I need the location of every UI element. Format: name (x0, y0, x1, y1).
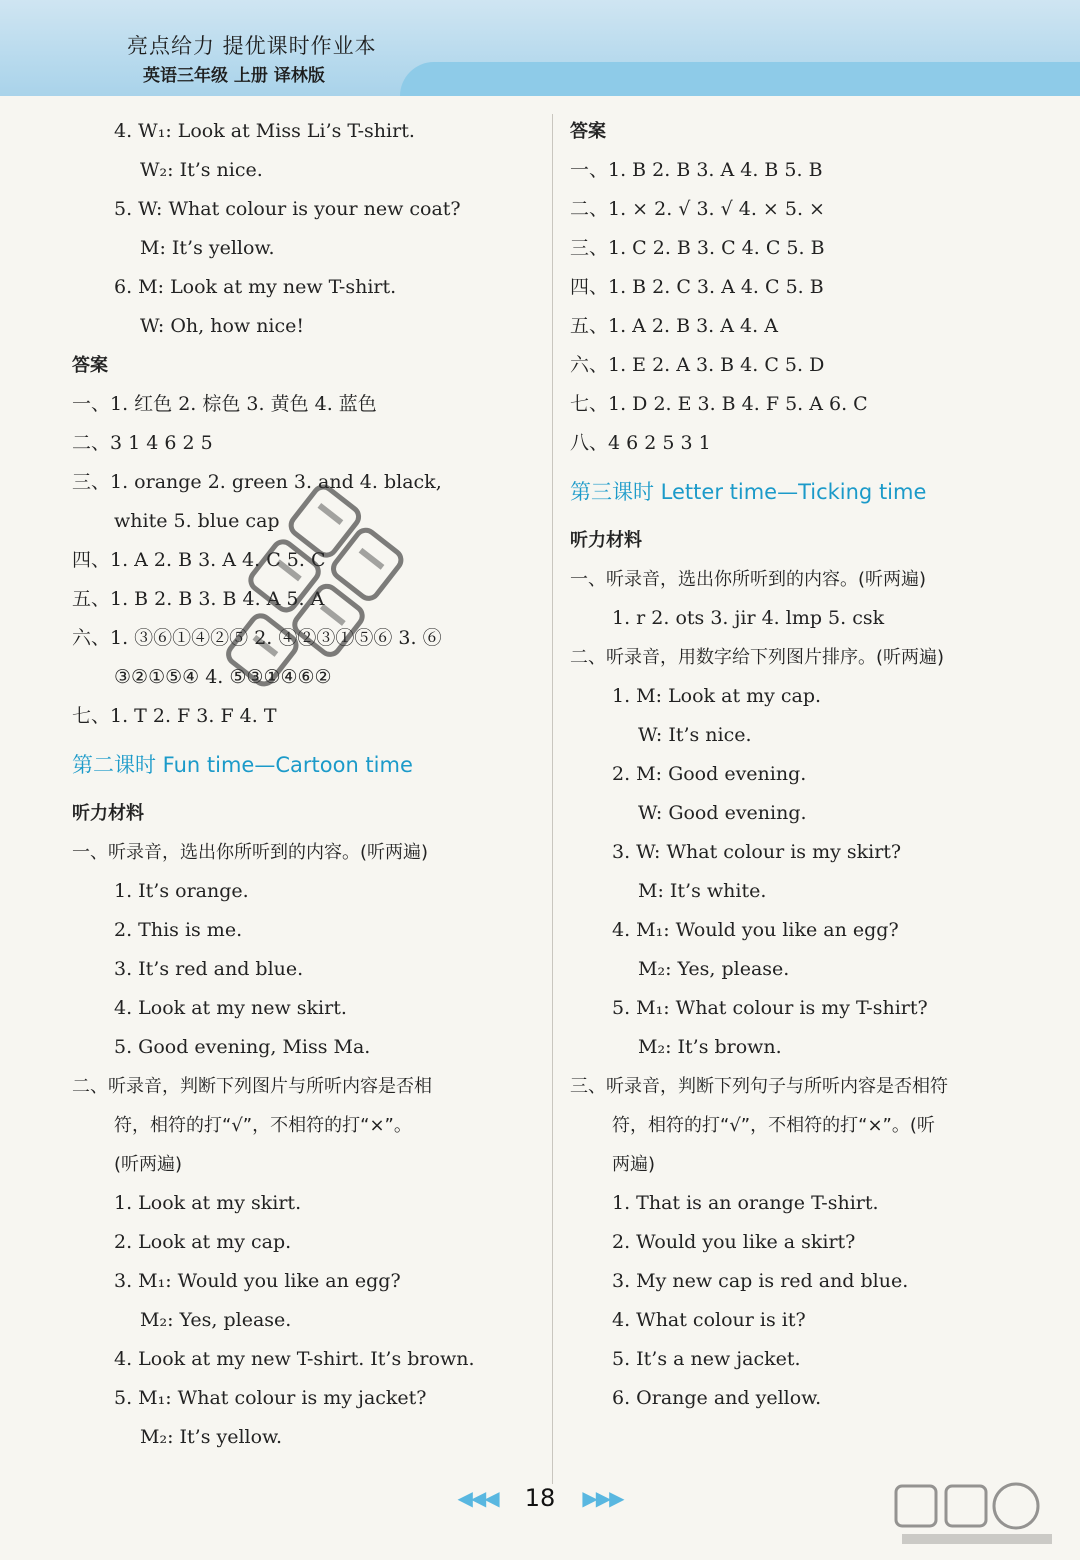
text-line: 2. Look at my cap. (114, 1231, 292, 1253)
question-instruction: 符，相符的打“√”，不相符的打“×”。(听 (612, 1115, 935, 1136)
text-line: W: Oh, how nice! (140, 315, 305, 337)
text-line: 6. Orange and yellow. (612, 1387, 822, 1409)
page-number: 18 (524, 1484, 556, 1512)
column-divider (552, 114, 553, 1484)
text-line: 三、1. orange 2. green 3. and 4. black, (72, 471, 442, 493)
next-arrows-icon: ▶▶▶ (582, 1486, 623, 1510)
text-line: 5. It’s a new jacket. (612, 1348, 801, 1370)
text-line: 一、1. 红色 2. 棕色 3. 黄色 4. 蓝色 (72, 393, 377, 415)
text-line: 5. Good evening, Miss Ma. (114, 1036, 371, 1058)
section-heading: 答案 (570, 121, 606, 142)
question-instruction: 二、听录音，判断下列图片与所听内容是否相 (72, 1076, 432, 1097)
text-line: 5. W: What colour is your new coat? (114, 198, 461, 220)
text-line: 5. M₁: What colour is my T-shirt? (612, 997, 928, 1019)
text-line: 4. Look at my new T-shirt. It’s brown. (114, 1348, 475, 1370)
right-column (570, 112, 1040, 1418)
text-line: 二、3 1 4 6 2 5 (72, 432, 213, 454)
question-instruction: 二、听录音，用数字给下列图片排序。(听两遍) (570, 647, 945, 668)
text-line: 六、1. ③⑥①④②⑤ 2. ④②③①⑤⑥ 3. ⑥ (72, 627, 442, 649)
text-line: 七、1. D 2. E 3. B 4. F 5. A 6. C (570, 393, 868, 415)
text-line: W: It’s nice. (638, 724, 752, 746)
text-line: ③②①⑤④ 4. ⑤③①④⑥② (114, 666, 332, 688)
text-line: 四、1. A 2. B 3. A 4. C 5. C (72, 549, 326, 571)
text-line: 三、1. C 2. B 3. C 4. C 5. B (570, 237, 825, 259)
text-line: 四、1. B 2. C 3. A 4. C 5. B (570, 276, 824, 298)
text-line: 七、1. T 2. F 3. F 4. T (72, 705, 277, 727)
text-line: 3. My new cap is red and blue. (612, 1270, 909, 1292)
text-line: 一、1. B 2. B 3. A 4. B 5. B (570, 159, 823, 181)
text-line: 1. It’s orange. (114, 880, 249, 902)
section-heading: 听力材料 (570, 530, 642, 551)
page-header (0, 0, 1080, 96)
text-line: M₂: Yes, please. (140, 1309, 292, 1331)
header-band (400, 62, 1080, 96)
question-instruction: 符，相符的打“√”，不相符的打“×”。 (114, 1115, 412, 1136)
lesson-title: 第二课时 Fun time—Cartoon time (72, 753, 413, 777)
text-line: 1. M: Look at my cap. (612, 685, 822, 707)
text-line: 2. Would you like a skirt? (612, 1231, 856, 1253)
question-instruction: 两遍) (612, 1154, 656, 1175)
text-line: 3. M₁: Would you like an egg? (114, 1270, 401, 1292)
question-instruction: 三、听录音，判断下列句子与所听内容是否相符 (570, 1076, 948, 1097)
text-line: 4. Look at my new skirt. (114, 997, 347, 1019)
text-line: M₂: Yes, please. (638, 958, 790, 980)
previous-arrows-icon: ◀◀◀ (457, 1486, 498, 1510)
book-title: 亮点给力 提优课时作业本 (127, 34, 377, 58)
lesson-title: 第三课时 Letter time—Ticking time (570, 480, 927, 504)
text-line: 3. W: What colour is my skirt? (612, 841, 902, 863)
text-line: 4. What colour is it? (612, 1309, 806, 1331)
text-line: 五、1. A 2. B 3. A 4. A (570, 315, 778, 337)
question-instruction: 一、听录音，选出你所听到的内容。(听两遍) (72, 842, 429, 863)
book-subtitle: 英语三年级 上册 译林版 (143, 66, 325, 86)
text-line: 2. This is me. (114, 919, 243, 941)
left-column (72, 112, 542, 1457)
text-line: 6. M: Look at my new T-shirt. (114, 276, 397, 298)
text-line: 六、1. E 2. A 3. B 4. C 5. D (570, 354, 825, 376)
text-line: 1. That is an orange T-shirt. (612, 1192, 879, 1214)
page-footer (0, 1484, 1080, 1512)
question-instruction: (听两遍) (114, 1154, 183, 1175)
text-line: 五、1. B 2. B 3. B 4. A 5. A (72, 588, 325, 610)
text-line: W: Good evening. (638, 802, 807, 824)
text-line: 二、1. × 2. √ 3. √ 4. × 5. × (570, 198, 825, 220)
text-line: 4. W₁: Look at Miss Li’s T-shirt. (114, 120, 415, 142)
section-heading: 答案 (72, 355, 108, 376)
text-line: 1. r 2. ots 3. jir 4. lmp 5. csk (612, 607, 885, 629)
text-line: 2. M: Good evening. (612, 763, 807, 785)
question-instruction: 一、听录音，选出你所听到的内容。(听两遍) (570, 569, 927, 590)
text-line: white 5. blue cap (114, 510, 280, 532)
text-line: 1. Look at my skirt. (114, 1192, 302, 1214)
text-line: 八、4 6 2 5 3 1 (570, 432, 711, 454)
text-line: M₂: It’s yellow. (140, 1426, 283, 1448)
section-heading: 听力材料 (72, 803, 144, 824)
text-line: M: It’s white. (638, 880, 767, 902)
text-line: M₂: It’s brown. (638, 1036, 782, 1058)
text-line: 4. M₁: Would you like an egg? (612, 919, 899, 941)
text-line: 3. It’s red and blue. (114, 958, 304, 980)
text-line: W₂: It’s nice. (140, 159, 263, 181)
text-line: 5. M₁: What colour is my jacket? (114, 1387, 427, 1409)
text-line: M: It’s yellow. (140, 237, 275, 259)
